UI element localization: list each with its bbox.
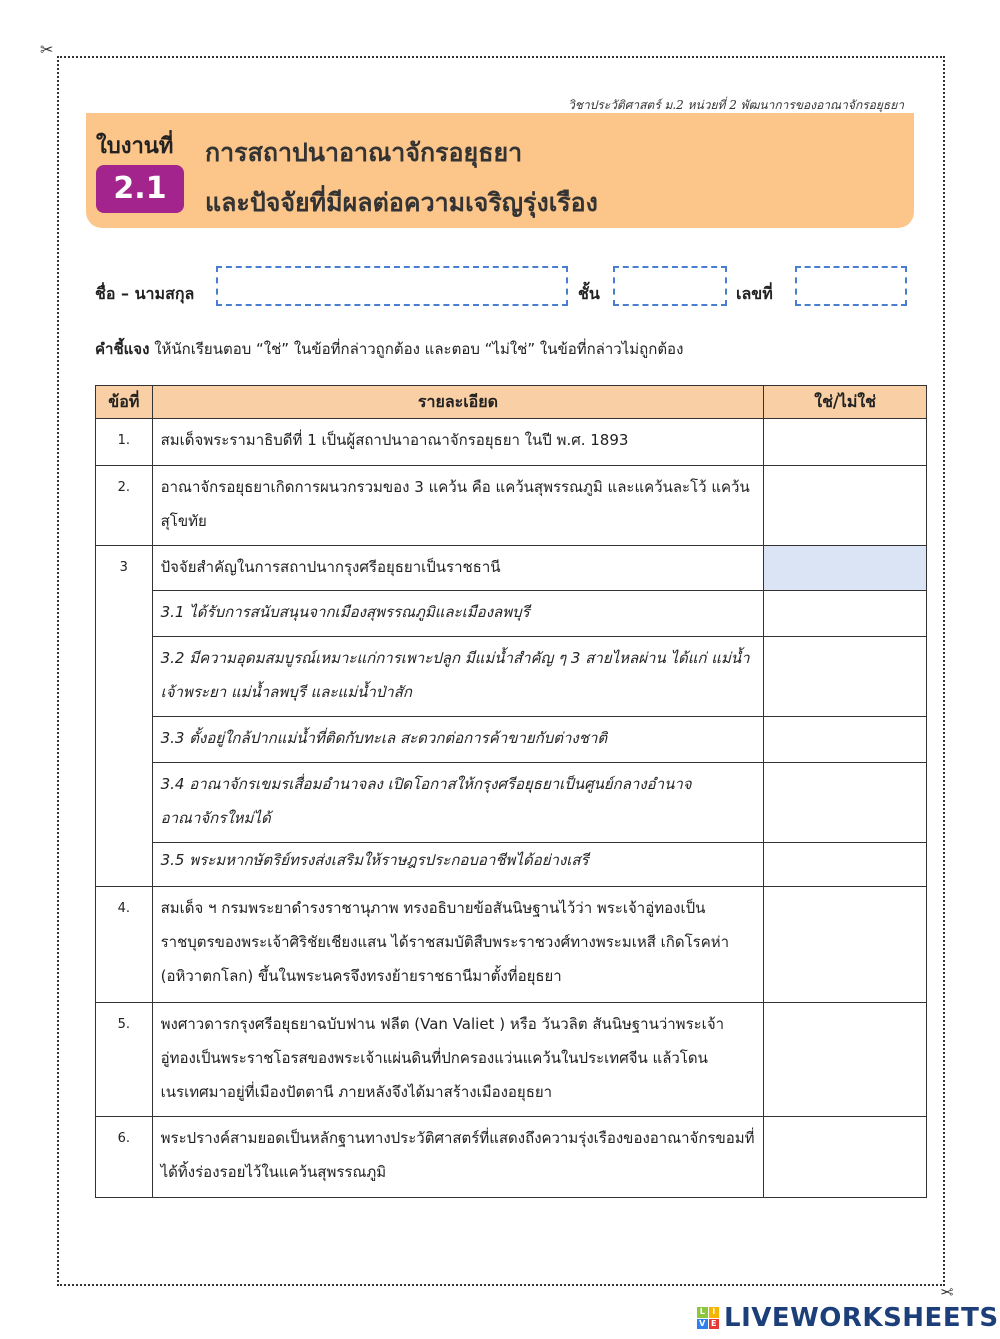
row-number: 3 — [96, 546, 153, 887]
row-text: 3.3 ตั้งอยู่ใกล้ปากแม่น้ำที่ติดกับทะเล สะดวกต่อการค้าขายกับต่างชาติ — [152, 717, 764, 763]
answer-cell[interactable] — [764, 717, 927, 763]
header-detail: รายละเอียด — [152, 386, 764, 419]
answer-cell[interactable] — [764, 887, 927, 1003]
liveworksheets-logo-icon — [697, 1307, 719, 1329]
table-row — [96, 546, 927, 591]
brand-name: LIVEWORKSHEETS — [724, 1303, 999, 1333]
table-row — [96, 763, 927, 843]
row-number: 4. — [96, 887, 153, 1003]
row-number: 2. — [96, 466, 153, 546]
table-row — [96, 419, 927, 466]
table-row — [96, 717, 927, 763]
name-label: ชื่อ – นามสกุล — [95, 284, 195, 303]
title-line-2: และปัจจัยที่มีผลต่อความเจริญรุ่งเรือง — [205, 188, 598, 217]
class-label: ชั้น — [578, 284, 600, 303]
answer-cell[interactable] — [764, 1003, 927, 1117]
instructions-label: คำชี้แจง — [95, 340, 150, 358]
row-text: สมเด็จ ฯ กรมพระยาดำรงราชานุภาพ ทรงอธิบายข้อสันนิษฐานไว้ว่า พระเจ้าอู่ทองเป็นราชบุตรของพระเจ้าศิริชัยเชียงแสน ได้ราชสมบัติสืบพระราชวงศ์ทางพระมเหสี เกิดโรคห่า (อหิวาตกโลก) ขึ้นในพระนครจึงทรงย้ายราชธานีมาตั้งที่อยุธยา — [152, 887, 764, 1003]
instructions-text: ให้นักเรียนตอบ “ใช่” ในข้อที่กล่าวถูกต้อง และตอบ “ไม่ใช่” ในข้อที่กล่าวไม่ถูกต้อง — [149, 340, 684, 358]
answer-cell[interactable] — [764, 419, 927, 466]
instructions — [95, 337, 683, 361]
row-text: ปัจจัยสำคัญในการสถาปนากรุงศรีอยุธยาเป็นราชธานี — [152, 546, 764, 591]
row-text: พระปรางค์สามยอดเป็นหลักฐานทางประวัติศาสตร์ที่แสดงถึงความรุ่งเรืองของอาณาจักรขอมที่ได้ทิ้งร่องรอยไว้ในแคว้นสุพรรณภูมิ — [152, 1117, 764, 1198]
row-text: 3.1 ได้รับการสนับสนุนจากเมืองสุพรรณภูมิและเมืองลพบุรี — [152, 591, 764, 637]
row-number: 5. — [96, 1003, 153, 1117]
answer-cell[interactable] — [764, 591, 927, 637]
answer-cell[interactable] — [764, 763, 927, 843]
subject-caption: วิชาประวัติศาสตร์ ม.2 หน่วยที่ 2 พัฒนาการของอาณาจักรอยุธยา — [568, 98, 904, 112]
number-label: เลขที่ — [736, 284, 773, 303]
row-number: 6. — [96, 1117, 153, 1198]
table-row — [96, 887, 927, 1003]
row-number: 1. — [96, 419, 153, 466]
row-text: 3.5 พระมหากษัตริย์ทรงส่งเสริมให้ราษฎรประกอบอาชีพได้อย่างเสรี — [152, 843, 764, 887]
row-text: 3.4 อาณาจักรเขมรเสื่อมอำนาจลง เปิดโอกาสให้กรุงศรีอยุธยาเป็นศูนย์กลางอำนาจอาณาจักรใหม่ได้ — [152, 763, 764, 843]
worksheet-label: ใบงานที่ — [96, 134, 174, 159]
answer-cell[interactable] — [764, 637, 927, 717]
scissors-icon: ✂ — [40, 40, 54, 59]
logo-letter: V — [697, 1319, 708, 1330]
name-field[interactable] — [216, 266, 568, 306]
header-answer: ใช่/ไม่ใช่ — [764, 386, 927, 419]
logo-letter: L — [697, 1307, 708, 1318]
logo-letter: I — [709, 1307, 720, 1318]
table-row — [96, 637, 927, 717]
answer-cell[interactable] — [764, 466, 927, 546]
class-field[interactable] — [613, 266, 727, 306]
worksheet-number-badge: 2.1 — [96, 165, 184, 213]
row-text: สมเด็จพระรามาธิบดีที่ 1 เป็นผู้สถาปนาอาณาจักรอยุธยา ในปี พ.ศ. 1893 — [152, 419, 764, 466]
table-row — [96, 1117, 927, 1198]
row-text: พงศาวดารกรุงศรีอยุธยาฉบับฟาน ฟลีต (Van Valiet ) หรือ วันวลิต สันนิษฐานว่าพระเจ้าอู่ทองเป็นพระราชโอรสของพระเจ้าแผ่นดินที่ปกครองแว่นแคว้นในประเทศจีน แล้วโดนเนรเทศมาอยู่ที่เมืองปัตตานี ภายหลังจึงได้มาสร้างเมืองอยุธยา — [152, 1003, 764, 1117]
table-row — [96, 466, 927, 546]
student-number-field[interactable] — [795, 266, 907, 306]
row-text: 3.2 มีความอุดมสมบูรณ์เหมาะแก่การเพาะปลูก มีแม่น้ำสำคัญ ๆ 3 สายไหลผ่าน ได้แก่ แม่น้ำเจ้าพระยา แม่น้ำลพบุรี และแม่น้ำป่าสัก — [152, 637, 764, 717]
table-row — [96, 591, 927, 637]
table-header-row — [96, 386, 927, 419]
row-text: อาณาจักรอยุธยาเกิดการผนวกรวมของ 3 แคว้น คือ แคว้นสุพรรณภูมิ และแคว้นละโว้ แคว้นสุโขทัย — [152, 466, 764, 546]
answer-cell-disabled — [764, 546, 927, 591]
question-table — [95, 385, 927, 1198]
header-number: ข้อที่ — [96, 386, 153, 419]
answer-cell[interactable] — [764, 1117, 927, 1198]
table-row — [96, 843, 927, 887]
logo-letter: E — [709, 1319, 720, 1330]
answer-cell[interactable] — [764, 843, 927, 887]
table-row — [96, 1003, 927, 1117]
scissors-icon: ✂ — [940, 1282, 954, 1301]
title-line-1: การสถาปนาอาณาจักรอยุธยา — [205, 138, 523, 167]
